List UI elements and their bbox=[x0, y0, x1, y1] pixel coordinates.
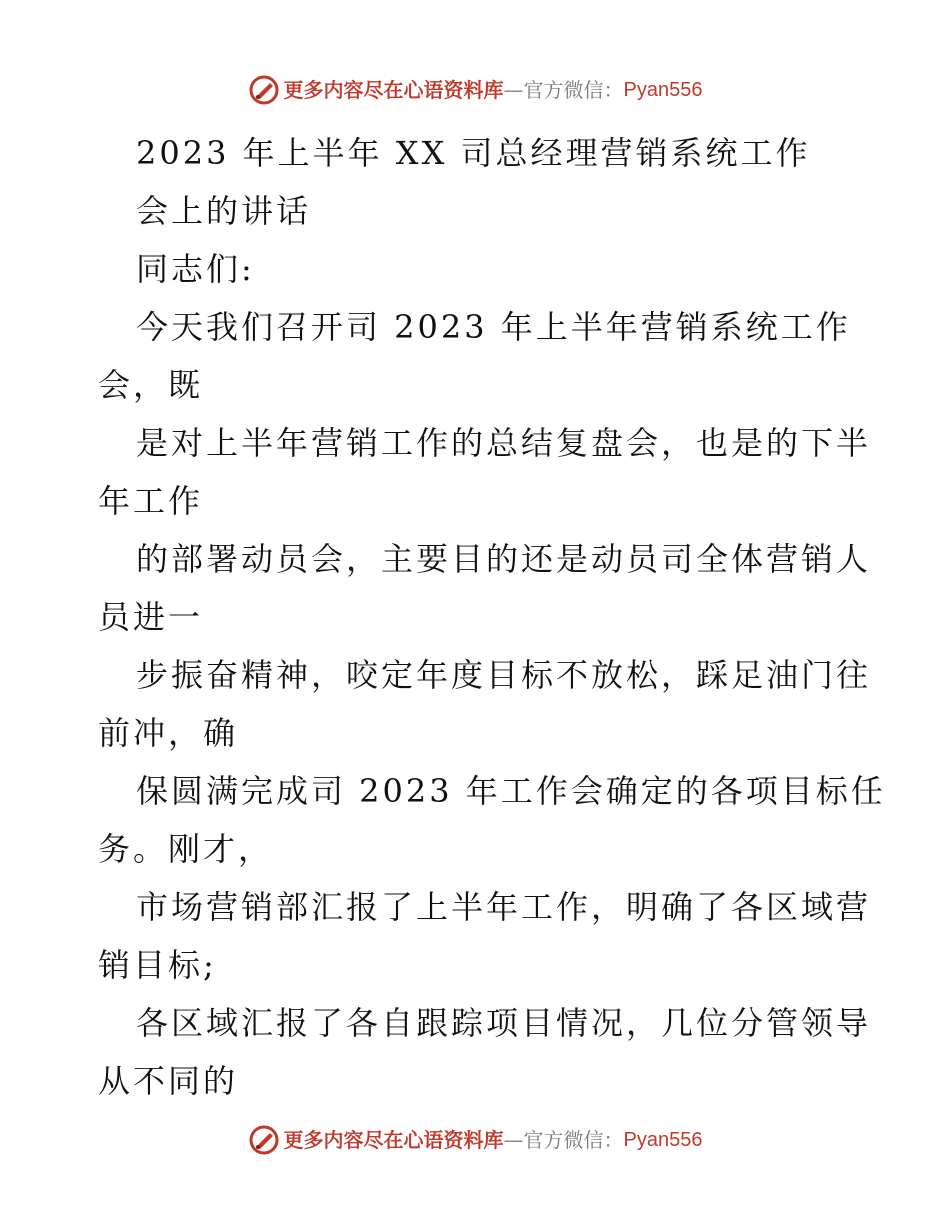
body-line: 各区域汇报了各自跟踪项目情况，几位分管领导 bbox=[136, 1004, 872, 1042]
footer-banner bbox=[0, 1124, 950, 1156]
title-line-1: 2023 年上半年 XX 司总经理营销系统工作 bbox=[136, 134, 811, 172]
banner-site-text: 更多内容尽在心语资料库 bbox=[283, 1128, 504, 1152]
banner-site-text: 更多内容尽在心语资料库 bbox=[283, 78, 504, 102]
body-line: 务。刚才， bbox=[98, 830, 274, 868]
banner-wechat-id: Pyan556 bbox=[623, 1129, 703, 1151]
body-line: 前冲，确 bbox=[98, 714, 239, 752]
body-line: 年工作 bbox=[98, 482, 204, 520]
body-line: 是对上半年营销工作的总结复盘会，也是的下半 bbox=[136, 424, 872, 462]
banner-wechat-label: 官方微信： bbox=[523, 78, 624, 102]
pen-logo-icon bbox=[248, 74, 280, 106]
banner-separator: — bbox=[503, 1128, 524, 1152]
banner-wechat-id: Pyan556 bbox=[623, 79, 703, 101]
header-banner bbox=[0, 74, 950, 106]
banner-separator: — bbox=[503, 78, 524, 102]
body-line: 保圆满完成司 2023 年工作会确定的各项目标任 bbox=[136, 772, 886, 810]
body-line: 从不同的 bbox=[98, 1062, 239, 1100]
title-line-2: 会上的讲话 bbox=[136, 192, 312, 230]
pen-logo-icon bbox=[248, 1124, 280, 1156]
body-line: 会，既 bbox=[98, 366, 204, 404]
document-body bbox=[98, 124, 886, 1110]
salutation: 同志们: bbox=[136, 250, 255, 288]
body-line: 步振奋精神，咬定年度目标不放松，踩足油门往 bbox=[136, 656, 872, 694]
body-line: 销目标; bbox=[98, 946, 217, 984]
banner-wechat-label: 官方微信： bbox=[523, 1128, 624, 1152]
body-line: 员进一 bbox=[98, 598, 204, 636]
body-line: 市场营销部汇报了上半年工作，明确了各区域营 bbox=[136, 888, 872, 926]
body-line: 今天我们召开司 2023 年上半年营销系统工作 bbox=[136, 308, 851, 346]
body-line: 的部署动员会，主要目的还是动员司全体营销人 bbox=[136, 540, 872, 578]
